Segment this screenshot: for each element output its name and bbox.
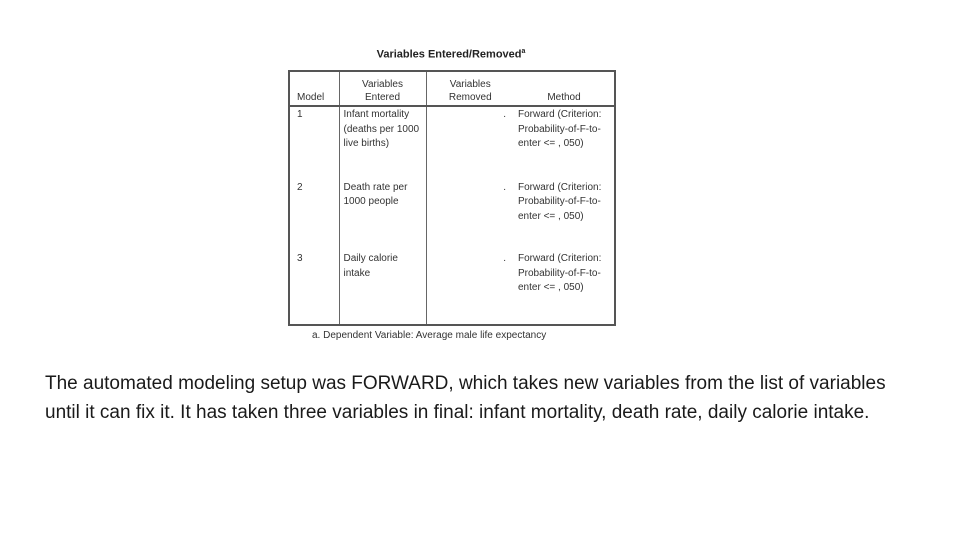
removed-cell: .	[426, 251, 514, 325]
header-model: Model	[289, 71, 339, 106]
method-cell: Forward (Criterion: Probability-of-F-to-enter <= , 050)	[518, 181, 602, 222]
table-header-row	[289, 71, 615, 106]
entered-cell: Death rate per 1000 people	[339, 180, 426, 252]
method-cell: Forward (Criterion: Probability-of-F-to-enter <= , 050)	[518, 253, 602, 294]
table-footnote: a. Dependent Variable: Average male life expectancy	[312, 330, 547, 341]
header-method: Method	[514, 71, 615, 106]
model-cell: 1	[297, 109, 303, 120]
removed-cell: .	[426, 106, 514, 180]
method-cell: Forward (Criterion: Probability-of-F-to-enter <= , 050)	[518, 109, 602, 149]
entered-cell: Infant mortality (deaths per 1000 live births)	[339, 106, 426, 180]
table-title-text: Variables Entered/Removed	[376, 48, 522, 61]
table-row	[289, 251, 615, 325]
table-title-superscript: a	[521, 48, 526, 55]
table-title	[288, 48, 614, 61]
table-row	[289, 180, 615, 252]
header-variables-removed: Variables Removed	[426, 71, 514, 106]
entered-cell: Daily calorie intake	[339, 251, 426, 325]
removed-cell: .	[426, 180, 514, 252]
model-cell: 3	[297, 253, 303, 265]
model-cell: 2	[297, 181, 303, 193]
caption-text: The automated modeling setup was FORWARD, which takes new variables from the list of variables until it can fix it. It has taken three variables in final: infant mortality, death rate, daily calorie intake.	[45, 373, 886, 423]
table-row	[289, 106, 615, 180]
variables-entered-removed-table	[288, 70, 616, 326]
header-variables-entered: Variables Entered	[339, 71, 426, 106]
